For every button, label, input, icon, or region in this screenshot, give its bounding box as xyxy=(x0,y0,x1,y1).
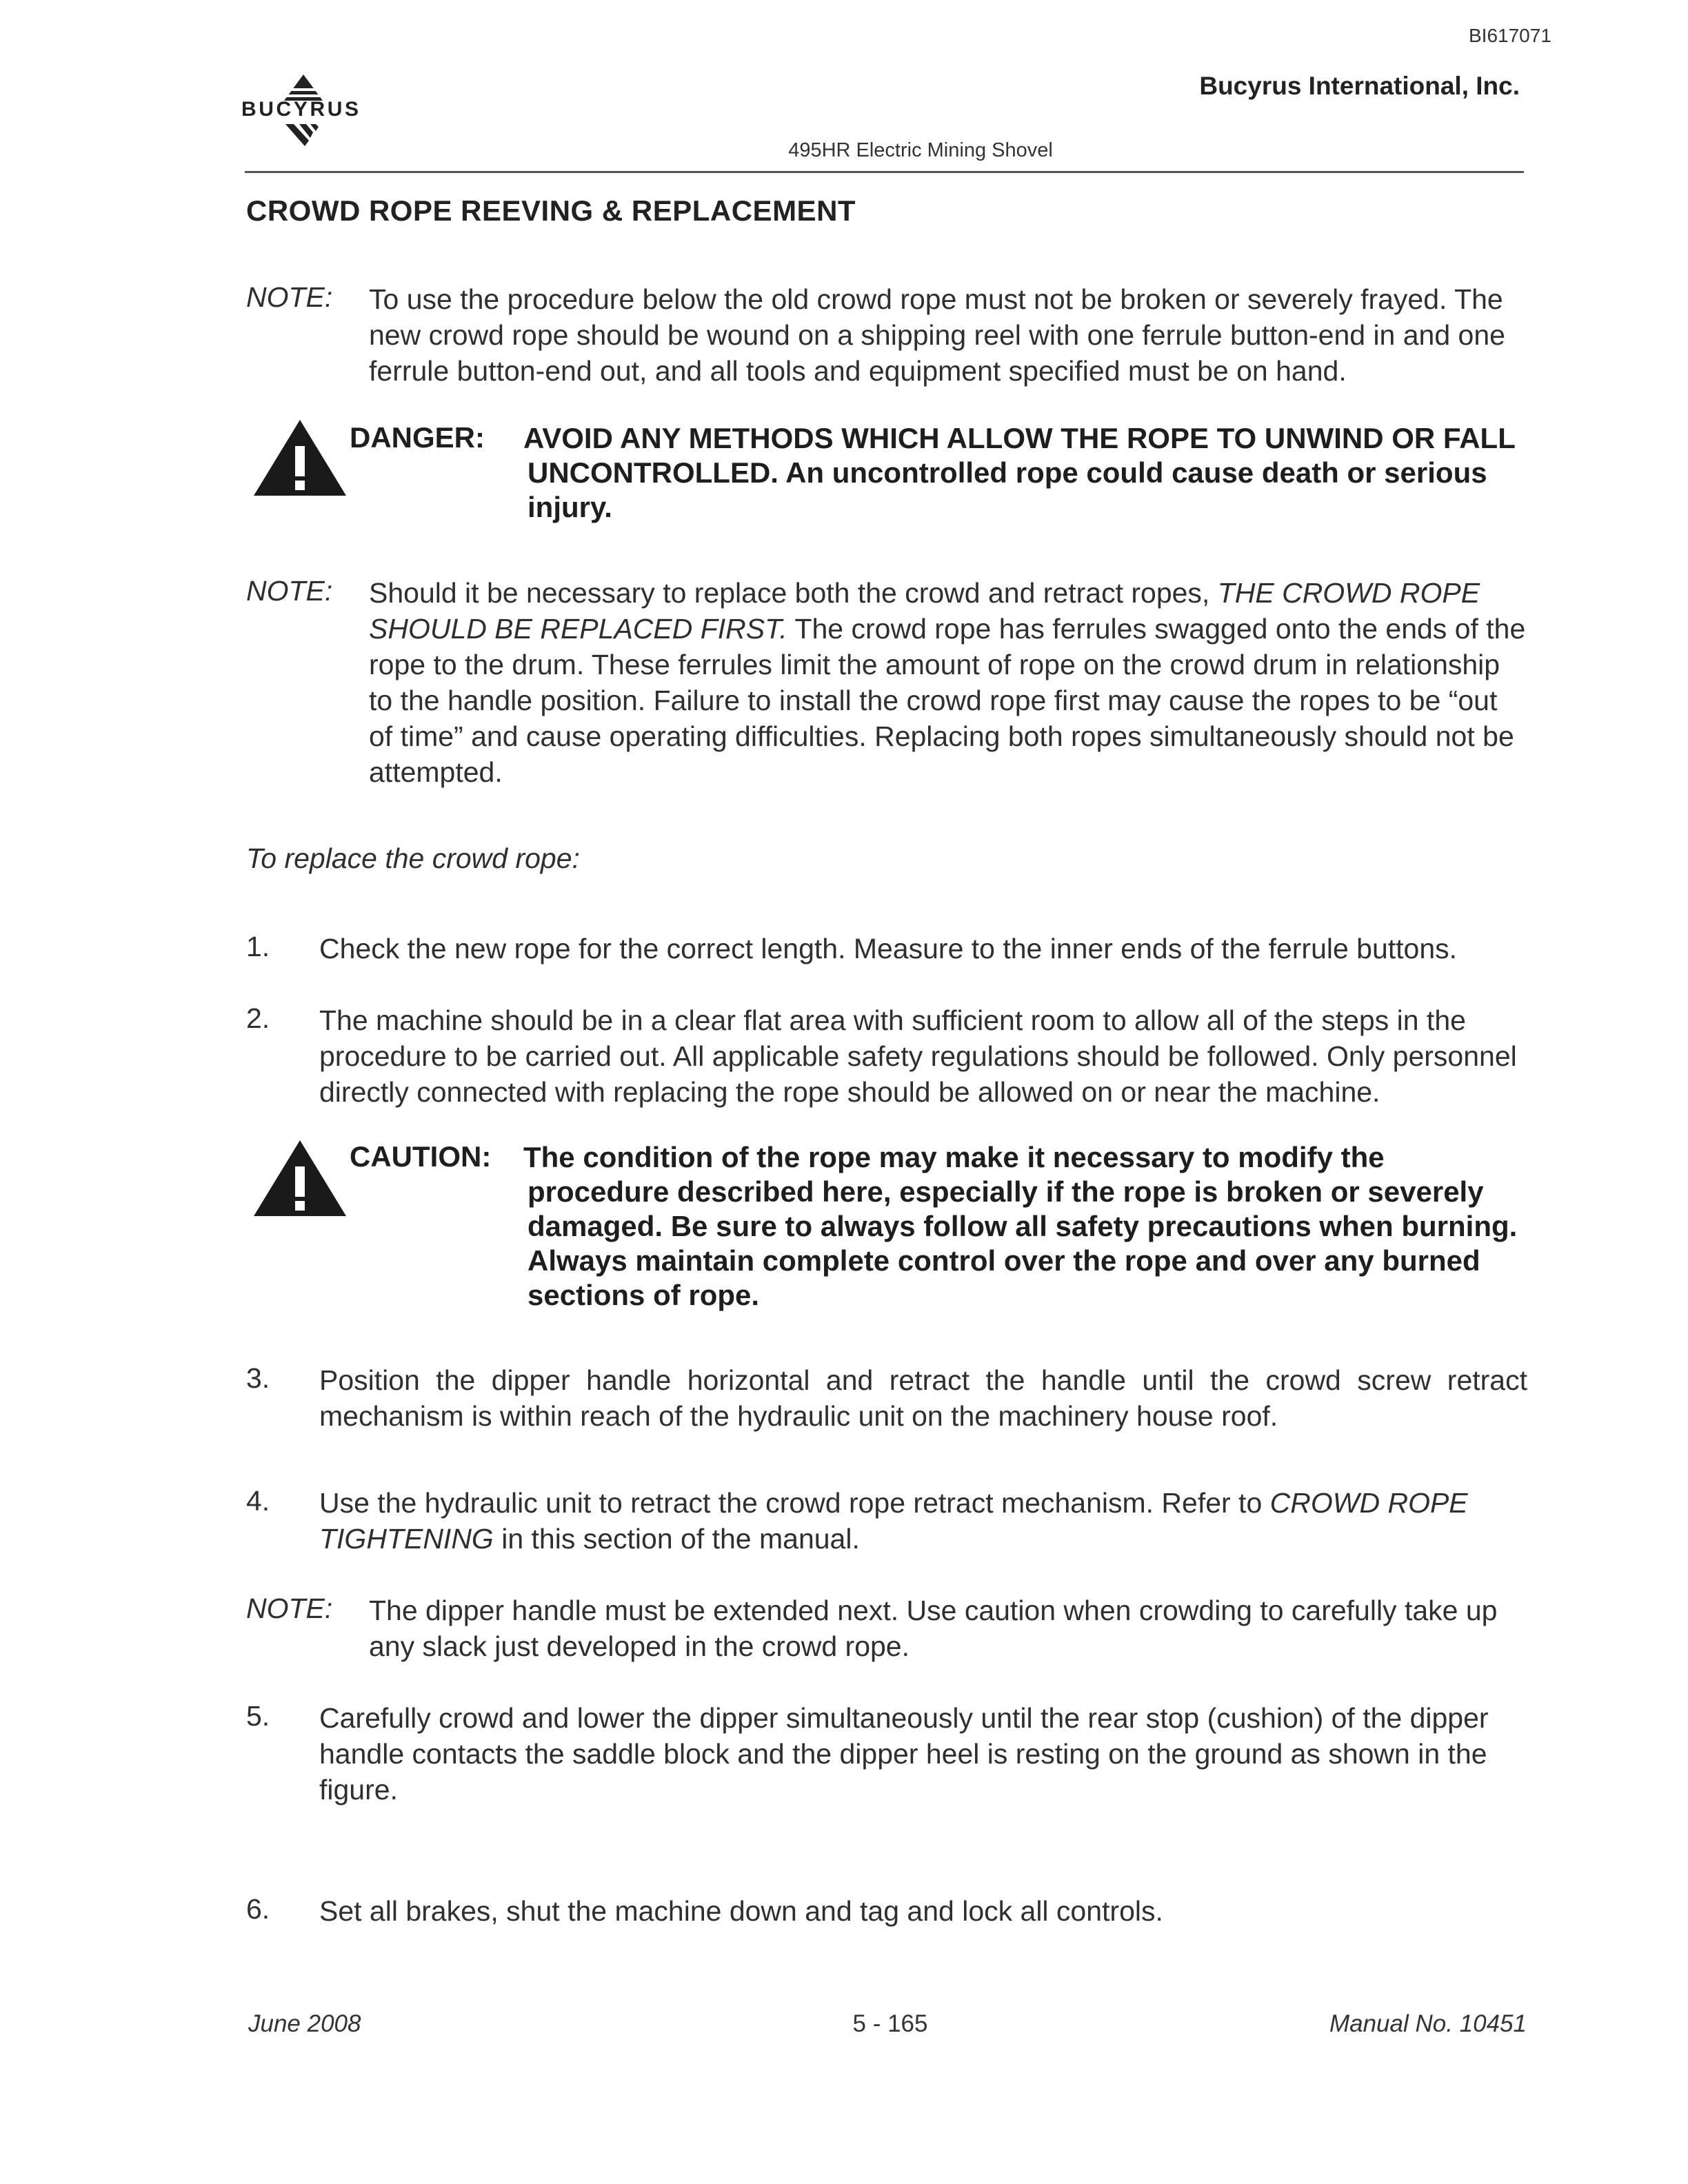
note-text: To use the procedure below the old crowd rope must not be broken or severely frayed. The new crowd rope should be wound on a shipping reel with one ferrule button-end in and one ferrule button-end out, and all tools and equipment specified must be on hand. xyxy=(369,283,1505,387)
note-text-lead: Should it be necessary to replace both the crowd and retract ropes, xyxy=(369,577,1218,609)
step-number: 4. xyxy=(246,1485,270,1517)
step-text-lead: Use the hydraulic unit to retract the crowd rope retract mechanism. Refer to xyxy=(319,1487,1270,1519)
caution-text: The condition of the rope may make it necessary to modify the procedure described here, especially if the rope is broken or severely damaged. Be sure to always follow all safety precautions when burning. Always maintain complete control over the rope and over any burned sections of rope. xyxy=(523,1141,1518,1311)
warning-triangle-icon xyxy=(251,1138,349,1219)
warning-triangle-icon xyxy=(251,417,349,498)
step-text: Position the dipper handle horizontal and retract the handle until the crowd screw retract mechanism is within reach of the hydraulic unit on the machinery house roof. xyxy=(319,1364,1527,1432)
document-id: BI617071 xyxy=(1469,25,1551,46)
step-number: 3. xyxy=(246,1362,270,1394)
note-text: The dipper handle must be extended next. Use caution when crowding to carefully take up any slack just developed in the crowd rope. xyxy=(369,1595,1498,1662)
step-text-emphasis: CROWD ROPE TIGHTENING xyxy=(319,1487,1468,1555)
step-number: 2. xyxy=(246,1002,270,1034)
step-number: 6. xyxy=(246,1893,270,1925)
caution-label: CAUTION: xyxy=(350,1140,492,1173)
step-number: 5. xyxy=(246,1700,270,1732)
danger-label: DANGER: xyxy=(350,421,485,454)
danger-text: AVOID ANY METHODS WHICH ALLOW THE ROPE TO UNWIND OR FALL UNCONTROLLED. An uncontrolled rope could cause death or serious injury. xyxy=(523,422,1516,523)
note-label: NOTE: xyxy=(246,281,333,313)
note-label: NOTE: xyxy=(246,1593,333,1624)
note-label: NOTE: xyxy=(246,575,333,607)
step-text: Check the new rope for the correct length. Measure to the inner ends of the ferrule buttons. xyxy=(319,933,1458,964)
footer-date: June 2008 xyxy=(248,2010,361,2037)
manual-number: Manual No. 10451 xyxy=(1329,2010,1527,2037)
manual-subtitle: 495HR Electric Mining Shovel xyxy=(788,139,1053,161)
note-text-emphasis: THE CROWD ROPE SHOULD BE REPLACED FIRST. xyxy=(369,577,1480,645)
page-number: 5 - 165 xyxy=(852,2010,928,2037)
step-text: Carefully crowd and lower the dipper simultaneously until the rear stop (cushion) of the dipper handle contacts the saddle block and the dipper heel is resting on the ground as shown in the figure. xyxy=(319,1702,1489,1806)
note-text xyxy=(369,575,1527,790)
header-rule xyxy=(245,171,1524,173)
step-text: The machine should be in a clear flat area with sufficient room to allow all of the steps in the procedure to be carried out. All applicable safety regulations should be followed. Only personnel directly connected with replacing the rope should be allowed on or near the machine. xyxy=(319,1004,1517,1108)
procedure-intro: To replace the crowd rope: xyxy=(246,842,580,874)
step-text xyxy=(319,1485,1527,1557)
step-number: 1. xyxy=(246,931,270,962)
step-text-rest: in this section of the manual. xyxy=(493,1523,860,1555)
step-text: Set all brakes, shut the machine down and tag and lock all controls. xyxy=(319,1895,1163,1927)
note-text-rest: The crowd rope has ferrules swagged onto the ends of the rope to the drum. These ferrules limit the amount of rope on the crowd drum in relationship to the handle position. Failure to install the crowd rope first may cause the ropes to be “out of time” and cause operating difficulties. Replacing both ropes simultaneously should not be attempted. xyxy=(369,613,1526,788)
section-title: CROWD ROPE REEVING & REPLACEMENT xyxy=(246,194,856,227)
logo-wordmark: BUCYRUS xyxy=(241,98,359,121)
company-name: Bucyrus International, Inc. xyxy=(1199,72,1520,100)
